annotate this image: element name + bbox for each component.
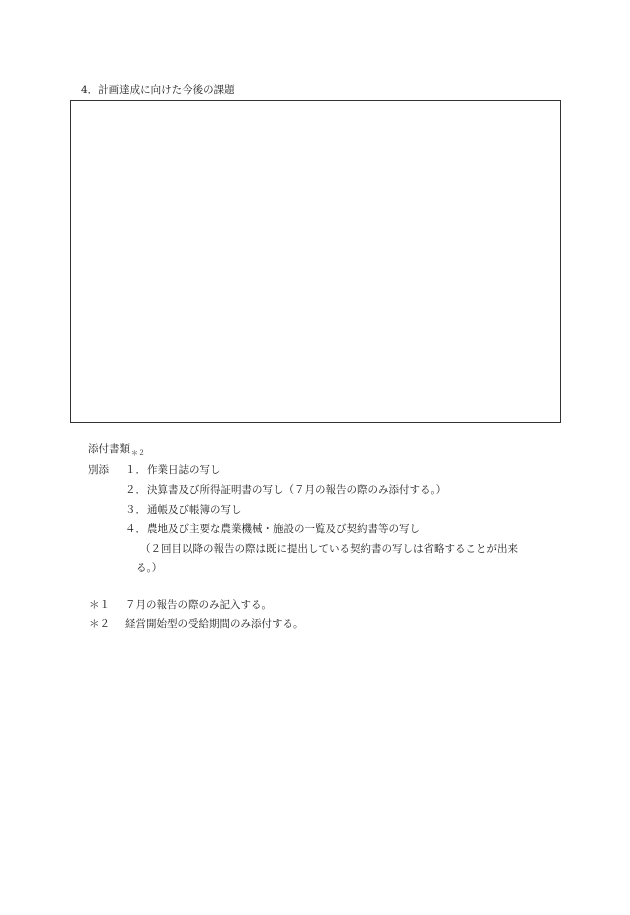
attachment-item-number: ４． <box>125 523 146 535</box>
attachment-item-text: 決算書及び所得証明書の写し（７月の報告の際のみ添付する。） <box>147 484 447 496</box>
footnote-text: ７月の報告の際のみ記入する。 <box>125 599 272 611</box>
attachment-item <box>125 521 420 536</box>
footnote <box>89 616 304 631</box>
footnote <box>89 597 272 612</box>
attachment-item <box>125 502 242 517</box>
footnote-text: 経営開始型の受給期間のみ添付する。 <box>125 618 304 630</box>
attachment-item-number: ２． <box>125 484 146 496</box>
footnote-mark: ＊２ <box>89 618 110 630</box>
issues-answer-box[interactable] <box>70 100 561 423</box>
attachment-item-number: １． <box>125 464 146 476</box>
attachments-heading-footnote-mark: ＊２ <box>131 449 145 457</box>
section-heading: 4．計画達成に向けた今後の課題 <box>81 84 235 96</box>
attachment-item <box>125 482 446 497</box>
attachments-heading-label: 添付書類 <box>88 443 130 455</box>
attachment-item-text: 作業日誌の写し <box>147 464 221 476</box>
attachment-item <box>125 462 221 477</box>
footnote-mark: ＊１ <box>89 599 110 611</box>
attachment-item-number: ３． <box>125 504 146 516</box>
attachments-heading <box>88 441 145 458</box>
attachment-note-line-1: （２回目以降の報告の際は既に提出している契約書の写しは省略することが出来 <box>140 543 518 555</box>
attachment-item-text: 通帳及び帳簿の写し <box>147 504 242 516</box>
attachment-note-line-2: る。） <box>136 562 163 574</box>
attachment-item-text: 農地及び主要な農業機械・施設の一覧及び契約書等の写し <box>147 523 420 535</box>
attachments-label: 別添 <box>88 464 109 476</box>
